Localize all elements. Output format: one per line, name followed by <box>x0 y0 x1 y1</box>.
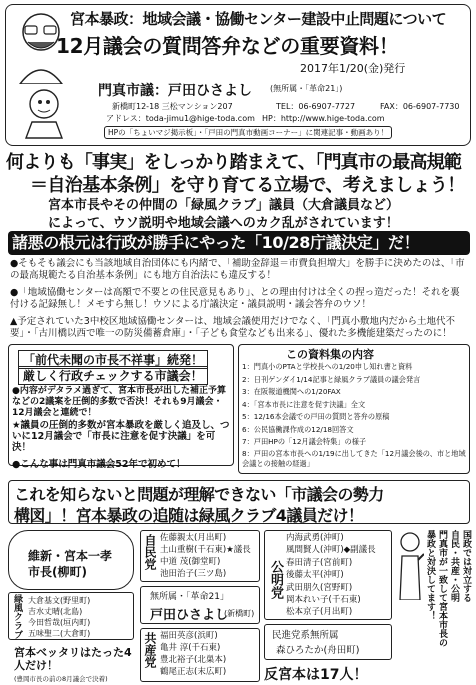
author-affiliation: (無所属・「革命21」) <box>270 84 343 93</box>
publication-logo <box>14 82 74 140</box>
scandal-item-1: ●内容がデタラメ過ぎて、宮本市長が出した補正予算などの2議案を圧倒的多数で否決！それも9月議会・12月議会と連続で！ <box>12 386 226 418</box>
minshu-label: 民進党系無所属 <box>272 630 339 641</box>
komei-label: 公明党 <box>268 560 283 599</box>
side-note-col1: 国政では対立する <box>461 530 471 602</box>
homepage-note: HPの「ちょいマジ掲示板」・「戸田の門真市動画コーナー」に関連記事・動画あり！ <box>104 126 392 139</box>
headline-line1: 何よりも「事実」をしっかり踏まえて、「門真市の最高規範 <box>6 152 462 173</box>
office-email[interactable]: アドレス：toda-jimu1@hige-toda.com <box>106 114 255 123</box>
root-cause-title: 諸悪の根元は行政が勝手にやった「10/28庁議決定」だ！ <box>8 231 470 255</box>
miyamoto-note: 宮本ベッタリはたった4人だけ！ <box>14 646 132 672</box>
mushozoku-name: 戸田ひさよし <box>150 608 229 623</box>
mushozoku-label: 無所属・「革命21」 <box>150 592 229 602</box>
komei-member: 春田清子(宮前町) <box>286 557 353 568</box>
ryokufu-label: 緑風クラブ <box>12 594 22 639</box>
office-address: 新橋町12-18 三松マンション207 <box>112 102 233 111</box>
ryokufu-member: 今田哲哉(垣内町) <box>28 618 91 627</box>
scandal-item-2: ★議員の圧倒的多数が宮本暴政を厳しく追及し、ついに12月議会で「市長に注意を促す決議」を可決！ <box>12 420 230 453</box>
root-cause-list <box>10 258 468 342</box>
docs-item-4: 4：「宮本市長に注意を促す決議」全文 <box>242 399 366 409</box>
root-cause-item-2: ●「地域協働センターは高額で不要との住民意見もあり」、との理由付けは全くの捏っ造だった！それを裏付ける記録無し！メモすら無し！ウソによる庁議決定・議員説明・議会答弁のウソ！ <box>10 287 460 310</box>
scandal-heading-1: 「前代未聞の市長不祥事」続発！ <box>18 350 208 369</box>
docs-item-3: 3：在阪報道機関への1/20FAX <box>242 387 341 396</box>
side-note-col3: 門真市が一致して宮本市長の <box>437 530 447 647</box>
issue-date: 2017年1/20(金)発行 <box>300 62 406 75</box>
headline-sub2: によって、ウソ説明や地域会議へのカク乱がされています！ <box>48 216 399 231</box>
homepage-url[interactable]: HP：http://www.hige-toda.com <box>262 114 385 123</box>
komei-member: 武田朋久(宮野町) <box>286 582 353 593</box>
author-name: 門真市議：戸田ひさよし <box>98 83 252 99</box>
kyosan-member: 豊北裕子(北巣本) <box>160 655 227 665</box>
docs-list <box>242 361 466 469</box>
header-title-line1: 宮本暴政：地域会議・協働センター建設中止問題について <box>70 10 447 28</box>
header-title-line2: 12月議会の質問答弁などの重要資料！ <box>56 34 399 58</box>
ryokufu-member: 五味聖二(大倉町) <box>28 629 91 638</box>
root-cause-item-3: ▲予定されていた3中校区地域協働センターは、地域会議使用だけでなく、「門真小敷地内だから土地代不要」・「古川橋以西で唯一の防災備蓄倉庫」・「子ども食堂なども出来る」、優れた多機能建築だったのに！ <box>10 316 456 339</box>
komei-member: 風間賢人(沖町)◆副議長 <box>286 545 376 556</box>
docs-item-6: 6：公民協働課作成の12/18回答文 <box>242 424 354 434</box>
docs-item-1: 1：門真小のPTAと学校長への1/20申し知れ書と資料 <box>242 362 413 371</box>
jimin-member: 土山重樹(千石東)★議長 <box>160 545 251 555</box>
root-cause-item-1: ●そもそも議会にも当該地域自治団体にも内緒で、「補助金辞退＝市費負担増大」を勝手に決めたのは、「市の最高規範たる自治基本条例」にも地方自治法にも違反する！ <box>10 258 465 281</box>
kyosan-members <box>160 630 226 678</box>
docs-item-5: 5：12/16本会議での戸田の質問と答弁の原稿 <box>242 412 390 421</box>
jimin-member: 中道 茂(御堂町) <box>160 557 221 567</box>
headline-line2: ＝自治基本条例」を守り育てる立場で、考えましょう！ <box>30 175 465 196</box>
jimin-member: 池田治子(三ツ島) <box>160 569 227 579</box>
office-tel: TEL：06-6907-7727 <box>276 102 356 111</box>
ryokufu-member: 吉水丈晴(北島) <box>28 607 83 616</box>
kyosan-member: 亀井 淳(千石東) <box>160 643 221 653</box>
komei-member: 松本京子(月出町) <box>286 607 353 618</box>
ryokufu-member: 大倉基文(野里町) <box>28 596 91 605</box>
ishin-title: 維新・宮本一孝市長(柳町) <box>28 549 113 579</box>
docs-item-7: 7：戸田HPの「12月議会特集」の様子 <box>242 437 367 446</box>
kyosan-member: 福田英彦(浜町) <box>160 631 218 641</box>
docs-item-8: 8：戸田の宮本市長への1/19に出してきた「12月議会後の、市と地域会議との接触の経過」 <box>242 448 466 468</box>
bottom-banner-line2: 構図」！宮本暴政の追随は緑風クラブ4議員だけ！ <box>14 506 364 525</box>
side-note-col2: 自民・共産・公明 <box>449 530 459 602</box>
komei-member: 後藤太平(沖町) <box>286 570 344 581</box>
docs-title: この資料集の内容 <box>286 348 374 361</box>
jimin-member: 佐藤親太(月出町) <box>160 533 227 543</box>
scandal-heading-2: 厳しく行政チェックする市議会！ <box>18 366 208 385</box>
miyamoto-sub: (豊岡市長の前の8月議会で決着) <box>14 675 108 683</box>
kyosan-member: 鶴尾正志(末広町) <box>160 667 227 677</box>
office-fax: FAX：06-6907-7730 <box>380 102 460 111</box>
minshu-name: 森ひろたか(舟田町) <box>276 645 360 656</box>
docs-item-2: 2：日刊ゲンダイ1/14記事と緑風クラブ議員の議会発言 <box>242 374 421 384</box>
jimin-label: 自民党 <box>143 534 157 570</box>
speaker-illustration <box>396 530 424 600</box>
scandal-item-3: ●こんな事は門真市議会52年で初めて！ <box>12 459 186 470</box>
han-miyamoto-count: 反宮本は17人！ <box>264 667 368 683</box>
headline-sub1: 宮本市長やその仲間の「緑風クラブ」議員（大倉議員など） <box>48 198 400 213</box>
kyosan-label: 共産党 <box>143 632 157 668</box>
ryokufu-members <box>28 595 90 639</box>
side-note-col4: 暴政と対決してます！ <box>425 530 435 620</box>
komei-members <box>286 532 376 619</box>
mushozoku-place: (新橋町) <box>224 609 255 618</box>
komei-member: 内海武勇(沖町) <box>286 533 344 543</box>
komei-member: 岡本れい子(千石東) <box>286 595 361 606</box>
jimin-members <box>160 532 251 580</box>
bottom-banner-line1: これを知らないと問題が理解できない「市議会の勢力 <box>14 485 384 504</box>
